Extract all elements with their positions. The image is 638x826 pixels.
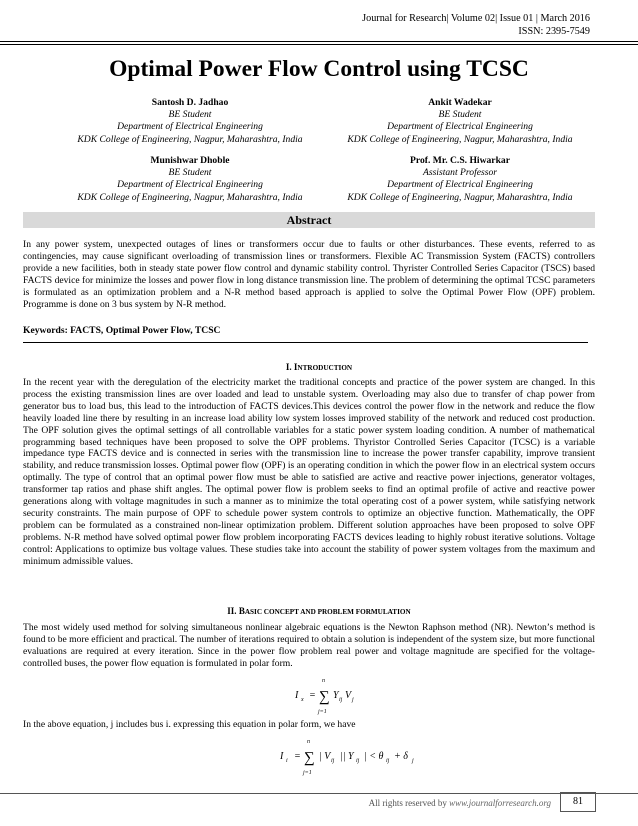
eq2-tail: | < θ <box>364 751 384 762</box>
eq1-term-sub: ij <box>339 697 343 703</box>
section-heading-basic-concept <box>0 605 638 618</box>
author-block-1 <box>55 97 325 146</box>
eq2-mid-sub: ij <box>356 758 360 764</box>
basic-concept-text: The most widely used method for solving simultaneous nonlinear algebraic equations is the Newton Raphson method (NR). Newton’s method is found to be more efficient and practical. The number of iterations required to obtain a solution is independent of the system size, but more functional evaluations are required at every iteration. Since in the power flow problem real power and voltage magnitude are specified for the voltage-controlled buses, the power flow equation is formulated in polar form. <box>23 622 595 669</box>
author-name: Ankit Wadekar <box>428 97 492 108</box>
section-number: I. <box>285 362 292 372</box>
header-rule <box>0 41 638 42</box>
journal-url[interactable]: www.journalforresearch.org <box>449 798 551 808</box>
section-title-rest: ASIC CONCEPT AND PROBLEM FORMULATION <box>244 608 411 616</box>
eq1-term: Y <box>333 690 339 701</box>
eq1-term2: V <box>345 690 352 701</box>
author-name: Prof. Mr. C.S. Hiwarkar <box>410 155 510 166</box>
author-dept: Department of Electrical Engineering <box>387 121 533 133</box>
svg-text:=: = <box>309 690 316 701</box>
eq2-tail-sub: ij <box>386 758 390 764</box>
author-role: BE Student <box>168 109 212 121</box>
journal-header <box>362 13 590 38</box>
footer-rule <box>0 793 638 794</box>
author-role: Assistant Professor <box>422 167 497 179</box>
equation-1 <box>293 674 363 718</box>
author-inst: KDK College of Engineering, Nagpur, Maharashtra, India <box>77 191 303 203</box>
eq2-body-sub: ij <box>331 758 335 764</box>
eq1-lhs: I <box>295 690 299 701</box>
section-title-rest: NTRODUCTION <box>297 364 353 372</box>
eq2-sum-bottom: j=1 <box>303 770 312 776</box>
author-inst: KDK College of Engineering, Nagpur, Maharashtra, India <box>347 191 573 203</box>
author-block-2 <box>325 97 595 146</box>
paper-title: Optimal Power Flow Control using TCSC <box>109 56 529 82</box>
sum-sign: ∑ <box>304 750 315 766</box>
section-title-first: B <box>238 606 245 616</box>
section-number: II. <box>227 606 237 616</box>
author-name: Munishwar Dhoble <box>150 155 230 166</box>
author-dept: Department of Electrical Engineering <box>117 121 263 133</box>
section-heading-introduction <box>0 361 638 374</box>
svg-text:=: = <box>294 751 301 762</box>
author-block-3 <box>55 155 325 204</box>
abstract-rule <box>23 342 588 343</box>
page-number: 81 <box>560 792 596 812</box>
author-inst: KDK College of Engineering, Nagpur, Maharashtra, India <box>77 133 303 145</box>
eq2-lhs: I <box>280 751 284 762</box>
author-dept: Department of Electrical Engineering <box>117 179 263 191</box>
section-title-first: I <box>293 362 298 372</box>
eq1-sum-top: n <box>322 678 325 684</box>
eq2-plus-sub: j <box>412 758 414 764</box>
author-role: BE Student <box>168 167 212 179</box>
footer-rights <box>369 797 551 809</box>
header-rule-thin <box>0 44 638 45</box>
rights-text: All rights reserved by <box>368 798 450 808</box>
abstract-heading: Abstract <box>23 212 595 228</box>
eq2-lhs-sub: i <box>286 758 288 764</box>
eq2-sum-top: n <box>307 739 310 745</box>
sum-sign: ∑ <box>319 689 330 705</box>
keywords: Keywords: FACTS, Optimal Power Flow, TCSC <box>23 325 221 336</box>
author-inst: KDK College of Engineering, Nagpur, Maharashtra, India <box>347 133 573 145</box>
introduction-text: In the recent year with the deregulation of the electricity market the traditional concepts and practice of the power system are changed. In this process the existing transmission lines are over loaded and lead to unstable system. Overloading may also due to transfer of chap power from generator bus to load bus, this lead to the introduction of FACTS devices.This devices control the power flow in the network and reduce the flow heavily loaded line there by resulting in an increase load ability low system losses improved stability of the network and reduced cost production. The OPF solution gives the optimal settings of all controllable variables for a static power system loading condition. A number of mathematical programming based techniques have been proposed to solve the OPF problems. Thyristor Controlled Series Capacitor (TCSC) is a variable impedance type FACTS device and is connected in series with the transmission line to increase the power transfer capability, improve transient stability, and reduce transmission losses. Optimal power flow (OPF) is an operating condition in which the power flow in an electrical system occurs optimally. The type of control that an optimal power flow must be able to satisfied are active and reactive power injections, generator voltages, transformer tap ratios and phase shift angles. The optimal power flow is problem seeks to find an optimal profile of active and reactive power generations along with voltage magnitudes in such a manner as to minimize the total operating cost of a power system, while satisfying network security constraints. The main purpose of OPF to schedule power system controls to optimize an objective function. Mathematically, the OPF problem can be formulated as a constrained non-linear optimization problem. Different solution approaches have been proposed to solve OPF problems. N-R method have solved optimal power flow problem incorporating FACTS devices leading to highly robust iterative solutions. Voltage control: Applications to optimize bus voltage values. These studies take into account the stability of power system voltages from the maximum and minimum admissible values. <box>23 377 595 567</box>
eq1-sum-bottom: j=1 <box>318 709 327 715</box>
author-role: BE Student <box>438 109 482 121</box>
equation-2 <box>278 735 428 779</box>
eq2-plus: + δ <box>394 751 408 762</box>
abstract-text: In any power system, unexpected outages of lines or transformers occur due to faults or other disturbances. These events, referred to as contingencies, may cause significant overloading of transmission lines or transformers. Flexible AC Transmission System (FACTS) controllers provide a new facilities, both in steady state power flow control and dynamic stability control. Thyrister Controlled Series Capacitor (TSCS) based FACTS device for minimize the losses and power flow in long distance transmission line. The problem of determining the optimal TCSC parameters is formulated as an optimization problem and a N-R method based approach is applied to solve the Optimal Power Flow (OPF) problem. Programme is done on 3 bus system by N-R method. <box>23 239 595 310</box>
issn: ISSN: 2395-7549 <box>518 25 590 37</box>
eq2-mid: || Y <box>340 751 354 762</box>
eq1-term2-sub: j <box>352 697 354 703</box>
eq2-body: | V <box>319 751 331 762</box>
author-name: Santosh D. Jadhao <box>151 97 229 108</box>
author-dept: Department of Electrical Engineering <box>387 179 533 191</box>
eq1-lhs-sub: x <box>301 697 304 703</box>
equation-explanation: In the above equation, j includes bus i. expressing this equation in polar form, we have <box>23 719 356 730</box>
journal-line: Journal for Research| Volume 02| Issue 01 | March 2016 <box>362 13 590 24</box>
author-block-4 <box>325 155 595 204</box>
